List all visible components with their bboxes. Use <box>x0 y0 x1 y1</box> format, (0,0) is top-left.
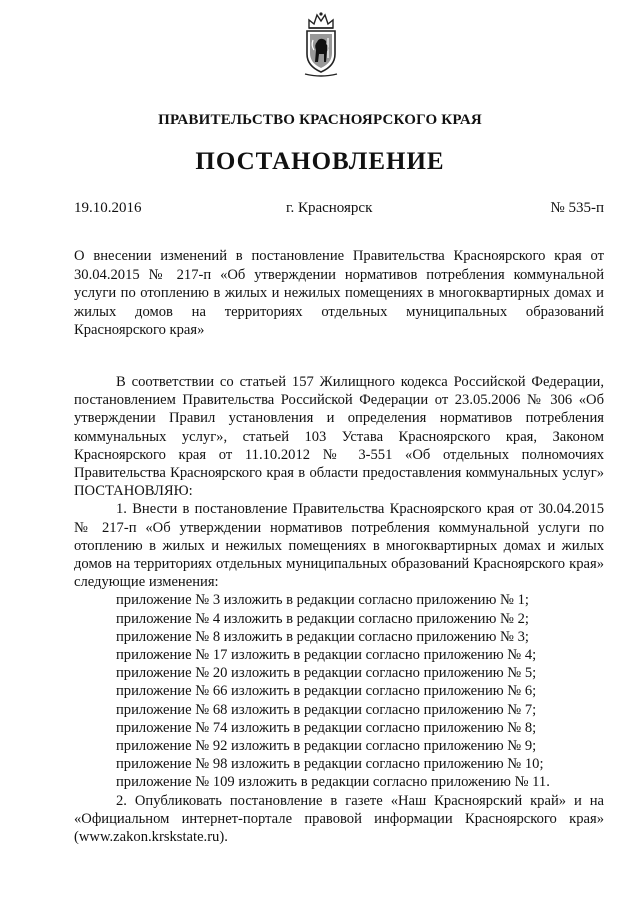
changes-list <box>74 591 604 791</box>
document-city: г. Красноярск <box>286 200 373 216</box>
document-date: 19.10.2016 <box>74 200 142 216</box>
document-body <box>74 373 604 846</box>
document-subject: О внесении изменений в постановление Правительства Красноярского края от 30.04.2015 № 217-п «Об утверждении нормативов потребления коммунальной услуги по отоплению в жилых и нежилых помещениях в многоквартирных домах и жилых домов на территориях отдельных муниципальных образований Красноярского края» <box>74 248 604 339</box>
list-item: приложение № 68 изложить в редакции согласно приложению № 7; <box>116 701 537 718</box>
preamble-paragraph: В соответствии со статьей 157 Жилищного кодекса Российской Федерации, постановлением Правительства Российской Федерации от 23.05.2006 № 306 «Об утверждении Правил установления и определения нормативов потребления коммунальных услуг», статьей 103 Устава Красноярского края, Законом Красноярского края от 11.10.2012 № 3-551 «Об отдельных полномочиях Правительства Красноярского края в области предоставления коммунальных услуг» ПОСТАНОВЛЯЮ: <box>74 374 604 500</box>
item-2-paragraph: 2. Опубликовать постановление в газете «Наш Красноярский край» и на «Официальном интернет-портале правовой информации Красноярского края» (www.zakon.krskstate.ru). <box>74 792 604 846</box>
list-item: приложение № 74 изложить в редакции согласно приложению № 8; <box>116 719 537 736</box>
item-1-paragraph: 1. Внести в постановление Правительства Красноярского края от 30.04.2015 № 217-п «Об утверждении нормативов потребления коммунальной услуги по отоплению в жилых и нежилых помещениях в многоквартирных домах и жилых домов на территориях отдельных муниципальных образований Красноярского края» следующие изменения: <box>74 501 604 591</box>
list-item: приложение № 17 изложить в редакции согласно приложению № 4; <box>116 647 537 664</box>
document-type-title: ПОСТАНОВЛЕНИЕ <box>195 148 445 175</box>
list-item: приложение № 8 изложить в редакции согласно приложению № 3; <box>116 628 529 645</box>
document-meta <box>74 200 604 220</box>
list-item: приложение № 20 изложить в редакции согласно приложению № 5; <box>116 665 537 682</box>
list-item: приложение № 109 изложить в редакции согласно приложению № 11. <box>116 774 550 791</box>
list-item: приложение № 66 изложить в редакции согласно приложению № 6; <box>116 683 537 700</box>
list-item: приложение № 92 изложить в редакции согласно приложению № 9; <box>116 738 537 755</box>
document-number: № 535-п <box>550 200 604 216</box>
list-item: приложение № 3 изложить в редакции согласно приложению № 1; <box>116 592 529 609</box>
list-item: приложение № 98 изложить в редакции согласно приложению № 10; <box>116 756 544 773</box>
list-item: приложение № 4 изложить в редакции согласно приложению № 2; <box>116 610 529 627</box>
government-name: ПРАВИТЕЛЬСТВО КРАСНОЯРСКОГО КРАЯ <box>158 112 482 128</box>
coat-of-arms-icon <box>301 10 341 78</box>
